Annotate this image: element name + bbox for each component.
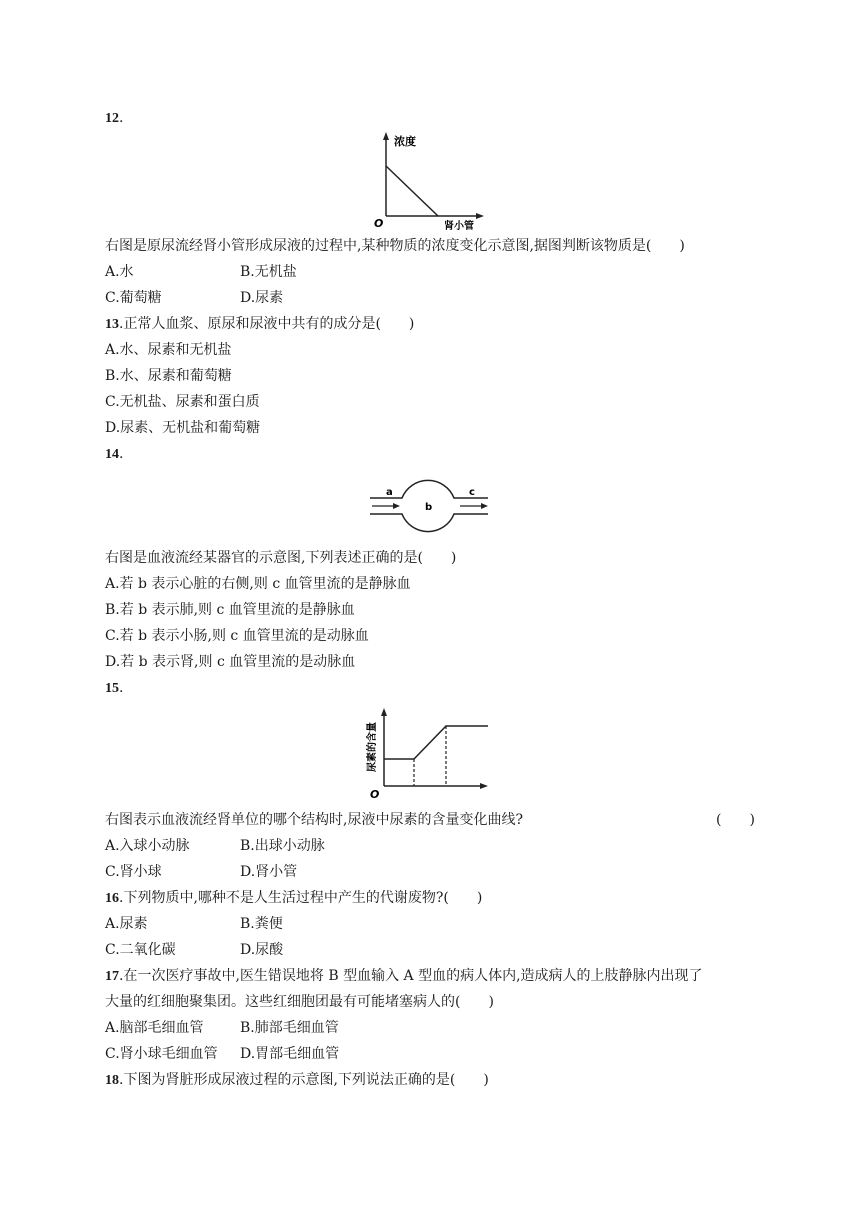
q18-stem-line: 18.下图为肾脏形成尿液过程的示意图,下列说法正确的是( ) [105, 1072, 489, 1088]
q12-option-c: C.葡萄糖 [105, 290, 162, 306]
q13-number: 13 [105, 317, 119, 332]
q14-stem: 右图是血液流经某器官的示意图,下列表述正确的是( ) [105, 550, 457, 566]
q16-number: 16 [105, 891, 119, 906]
q16-option-d: D.尿酸 [240, 942, 284, 958]
q14-label-a: a [386, 487, 393, 498]
q13-option-b: B.水、尿素和葡萄糖 [105, 368, 232, 384]
q16-stem: 下列物质中,哪种不是人生活过程中产生的代谢废物?( ) [123, 890, 483, 906]
q13-stem-line: 13.正常人血浆、原尿和尿液中共有的成分是( ) [105, 316, 415, 332]
q15-stem: 右图表示血液流经肾单位的哪个结构时,尿液中尿素的含量变化曲线? [105, 812, 523, 828]
q17-stem-part2: 大量的红细胞聚集团。这些红细胞团最有可能堵塞病人的( ) [105, 994, 494, 1010]
q18-number: 18 [105, 1073, 119, 1088]
q17-stem-part1: 在一次医疗事故中,医生错误地将 B 型血输入 A 型血的病人体内,造成病人的上肢静脉内出现了 [123, 968, 703, 984]
q18-stem: 下图为肾脏形成尿液过程的示意图,下列说法正确的是( ) [123, 1072, 489, 1088]
q13-stem: 正常人血浆、原尿和尿液中共有的成分是( ) [123, 316, 415, 332]
q17-option-a: A.脑部毛细血管 [105, 1020, 204, 1036]
q12-concentration-line [386, 166, 438, 216]
q17-option-b: B.肺部毛细血管 [240, 1020, 339, 1036]
q16-stem-line: 16.下列物质中,哪种不是人生活过程中产生的代谢废物?( ) [105, 890, 483, 906]
q15-option-a: A.入球小动脉 [105, 838, 190, 854]
q15-y-label: 尿素的含量 [367, 722, 378, 772]
q13-option-d: D.尿素、无机盐和葡萄糖 [105, 420, 261, 436]
q12-y-label: 浓度 [394, 135, 416, 148]
q16-option-a: A.尿素 [105, 916, 148, 932]
q14-option-c: C.若 b 表示小肠,则 c 血管里流的是动脉血 [105, 628, 369, 644]
q12-x-label: 肾小管 [444, 221, 474, 232]
q15-answer-paren: ( ) [716, 812, 755, 828]
q13-option-c: C.无机盐、尿素和蛋白质 [105, 394, 260, 410]
q14-number: 14 [105, 447, 119, 462]
q15-option-d: D.肾小管 [240, 864, 298, 880]
q13-option-a: A.水、尿素和无机盐 [105, 342, 232, 358]
q17-stem-line: 17.在一次医疗事故中,医生错误地将 B 型血输入 A 型血的病人体内,造成病人的上肢静脉内出现了 [105, 968, 703, 984]
q15-origin: O [370, 788, 380, 801]
q14-option-d: D.若 b 表示肾,则 c 血管里流的是动脉血 [105, 654, 356, 670]
q17-option-d: D.胃部毛细血管 [240, 1046, 340, 1062]
q12-number: 12 [105, 111, 119, 126]
q12-stem: 右图是原尿流经肾小管形成尿液的过程中,某种物质的浓度变化示意图,据图判断该物质是( ) [105, 238, 685, 254]
q12-origin: O [374, 217, 384, 230]
q15-urea-chart [362, 702, 492, 802]
q12-option-a: A.水 [105, 264, 134, 280]
q12-option-b: B.无机盐 [240, 264, 297, 280]
q16-option-c: C.二氧化碳 [105, 942, 176, 958]
q12-option-d: D.尿素 [240, 290, 284, 306]
q15-option-c: C.肾小球 [105, 864, 162, 880]
q15-number-line: 15. [105, 680, 124, 696]
q14-option-a: A.若 b 表示心脏的右侧,则 c 血管里流的是静脉血 [105, 576, 411, 592]
q17-option-c: C.肾小球毛细血管 [105, 1046, 218, 1062]
q12-concentration-chart [368, 128, 488, 233]
q17-number: 17 [105, 969, 119, 984]
q15-option-b: B.出球小动脉 [240, 838, 325, 854]
q14-option-b: B.若 b 表示肺,则 c 血管里流的是静脉血 [105, 602, 355, 618]
q16-option-b: B.粪便 [240, 916, 283, 932]
q14-blood-flow-diagram [368, 474, 490, 538]
q14-label-b: b [425, 502, 433, 513]
q14-number-line: 14. [105, 446, 124, 462]
q12-number-line: 12. [105, 110, 124, 126]
q14-label-c: c [469, 487, 475, 498]
q15-number: 15 [105, 681, 119, 696]
q15-urea-curve [384, 726, 488, 759]
